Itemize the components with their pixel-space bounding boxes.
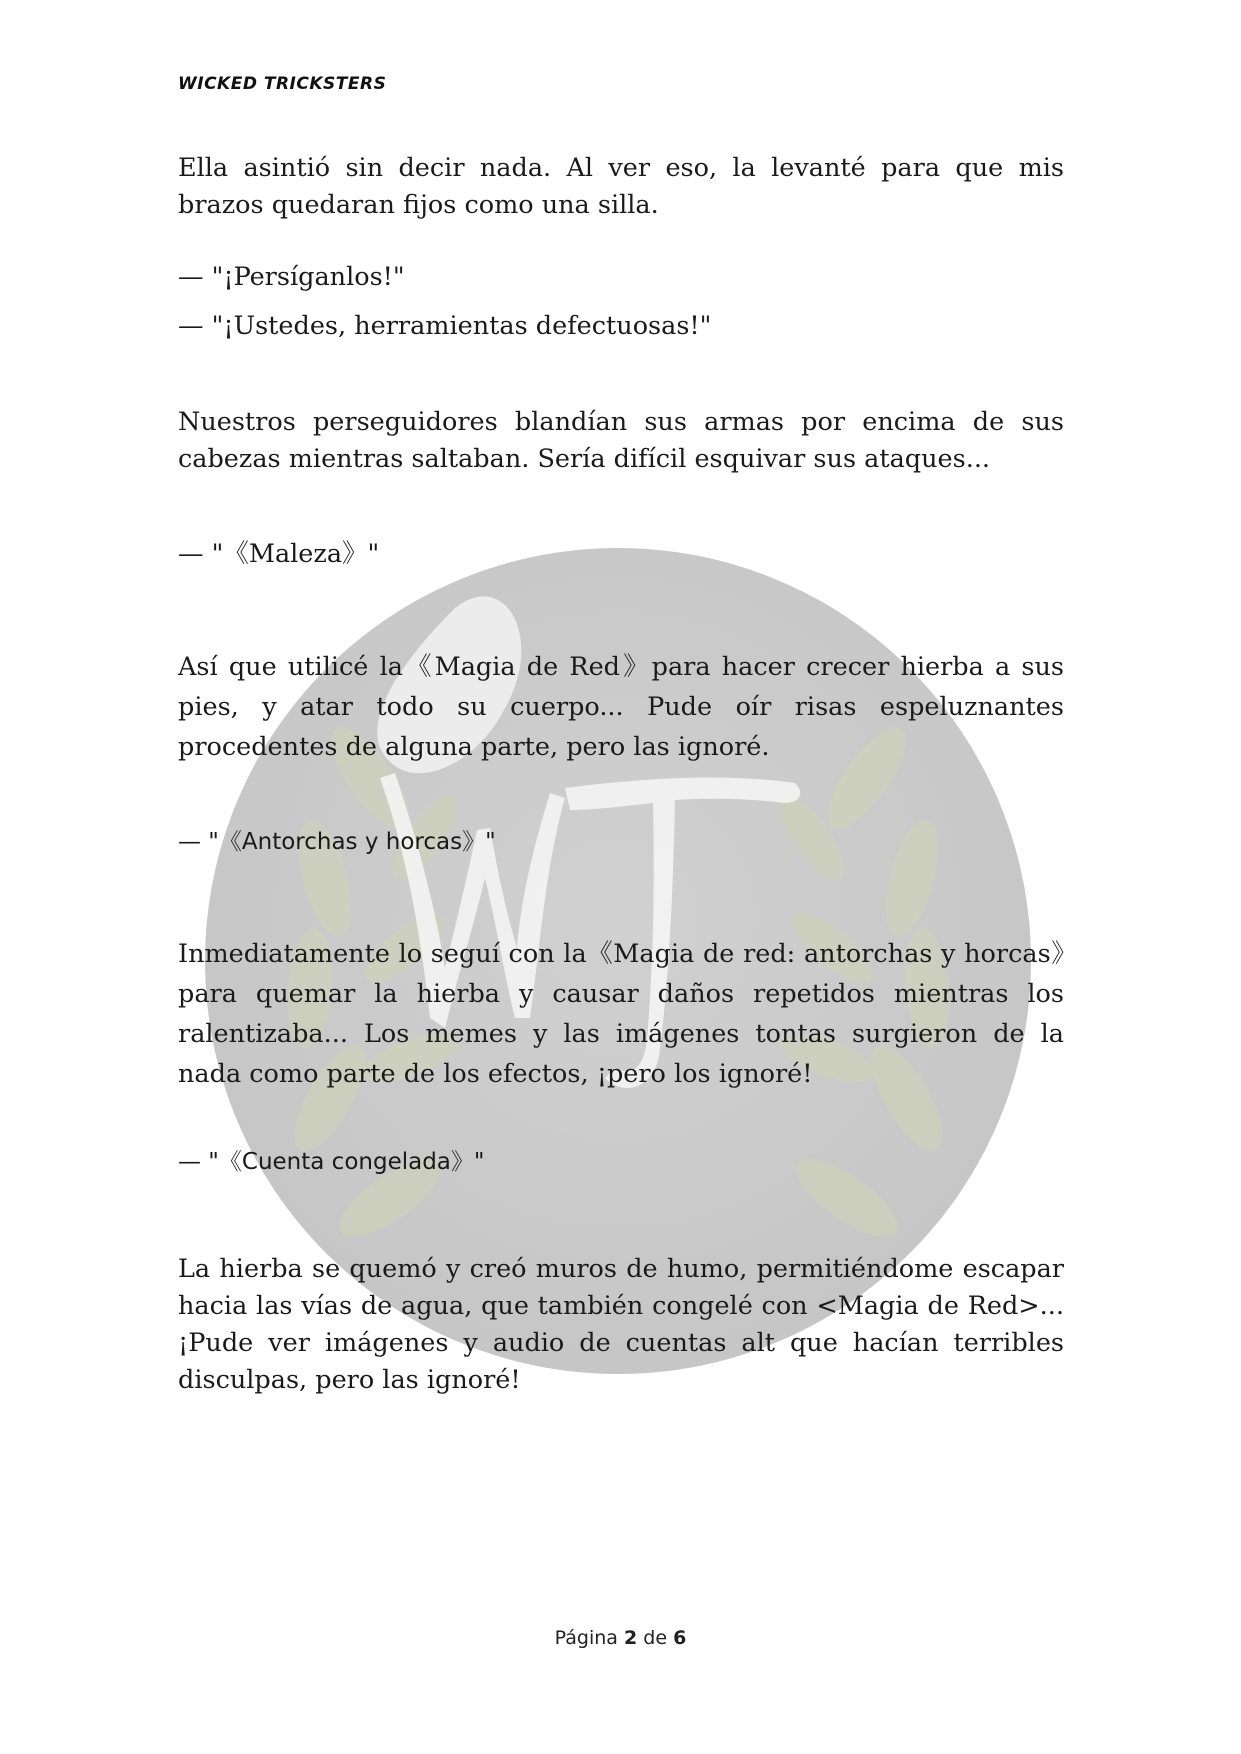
dialogue-5: — "《Cuenta congelada》" [178,1149,485,1175]
page-of-label: de [643,1627,668,1649]
paragraph-3: Así que utilicé la《Magia de Red》para hacer crecer hierba a sus pies, y atar todo su cuerpo... Pude oír risas espeluznantes procedentes de alguna parte, pero las ignoré. [178,652,1064,762]
paragraph-4: Inmediatamente lo seguí con la《Magia de red: antorchas y horcas》para quemar la hierba y causar daños repetidos mientras los ralentizaba... Los memes y las imágenes tontas surgieron de la nada como parte de los efectos, ¡pero los ignoré! [178,939,1064,1089]
page-number [0,1627,1241,1649]
dialogue-1: — "¡Persíganlos!" [178,262,405,292]
dialogue-3: — "《Maleza》" [178,539,380,569]
document-header: WICKED TRICKSTERS [178,74,387,94]
page-label: Página [554,1627,618,1649]
dialogue-4: — "《Antorchas y horcas》" [178,829,496,855]
paragraph-1: Ella asintió sin decir nada. Al ver eso, la levanté para que mis brazos quedaran fijos como una silla. [178,153,1064,220]
paragraph-2: Nuestros perseguidores blandían sus armas por encima de sus cabezas mientras saltaban. Sería difícil esquivar sus ataques... [178,407,1064,474]
total-pages: 6 [673,1627,687,1649]
dialogue-2: — "¡Ustedes, herramientas defectuosas!" [178,311,712,341]
current-page: 2 [624,1627,638,1649]
paragraph-5: La hierba se quemó y creó muros de humo, permitiéndome escapar hacia las vías de agua, que también congelé con <Magia de Red>... ¡Pude ver imágenes y audio de cuentas alt que hacían terribles disculpas, pero las ignoré! [178,1254,1064,1395]
